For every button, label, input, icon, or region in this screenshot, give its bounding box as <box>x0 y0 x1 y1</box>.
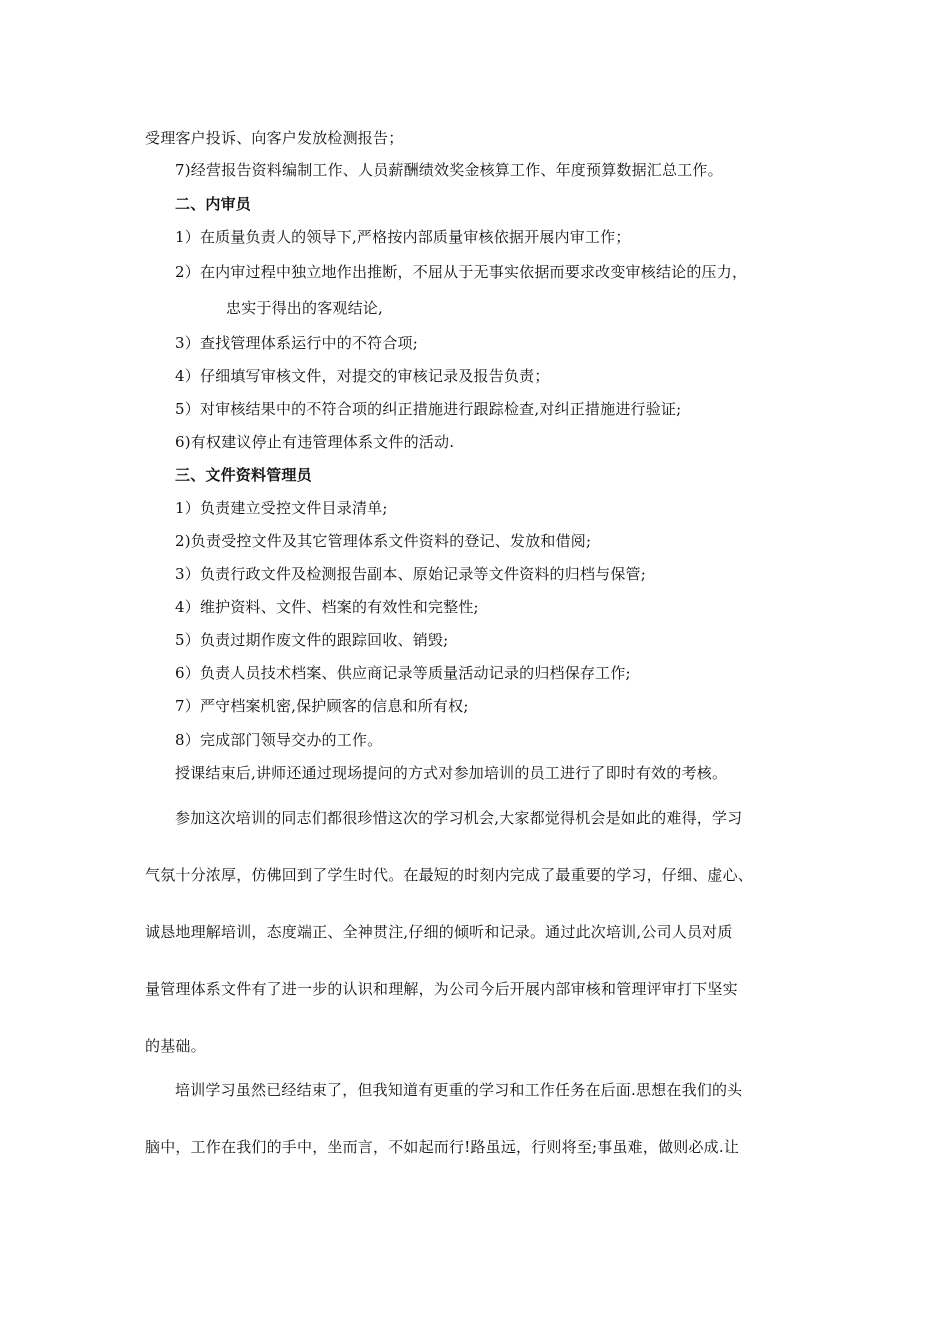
section-heading: 二、内审员 <box>175 195 252 213</box>
text-line: 的基础。 <box>145 1037 206 1055</box>
text-line: 5）负责过期作废文件的跟踪回收、销毁; <box>175 631 449 649</box>
text-line: 2）在内审过程中独立地作出推断，不屈从于无事实依据而要求改变审核结论的压力， <box>175 263 748 281</box>
text-line: 3）负责行政文件及检测报告副本、原始记录等文件资料的归档与保管; <box>175 565 647 583</box>
text-line: 受理客户投诉、向客户发放检测报告； <box>145 129 404 147</box>
text-line: 授课结束后,讲师还通过现场提问的方式对参加培训的员工进行了即时有效的考核。 <box>175 764 728 782</box>
text-line: 4）仔细填写审核文件，对提交的审核记录及报告负责； <box>175 367 550 385</box>
text-line: 2)负责受控文件及其它管理体系文件资料的登记、发放和借阅; <box>175 532 592 550</box>
text-line: 3）查找管理体系运行中的不符合项; <box>175 334 418 352</box>
text-line: 量管理体系文件有了进一步的认识和理解，为公司今后开展内部审核和管理评审打下坚实 <box>145 980 738 998</box>
text-line: 7)经营报告资料编制工作、人员薪酬绩效奖金核算工作、年度预算数据汇总工作。 <box>175 161 723 179</box>
text-line: 培训学习虽然已经结束了，但我知道有更重的学习和工作任务在后面.思想在我们的头 <box>175 1081 743 1099</box>
text-line: 6)有权建议停止有违管理体系文件的活动. <box>175 433 455 451</box>
text-line: 参加这次培训的同志们都很珍惜这次的学习机会,大家都觉得机会是如此的难得，学习 <box>175 809 743 827</box>
text-line: 1）负责建立受控文件目录清单; <box>175 499 388 517</box>
text-line: 8）完成部门领导交办的工作。 <box>175 731 383 749</box>
text-line: 4）维护资料、文件、档案的有效性和完整性; <box>175 598 479 616</box>
section-heading: 三、文件资料管理员 <box>175 466 312 484</box>
text-line: 1）在质量负责人的领导下,严格按内部质量审核依据开展内审工作； <box>175 228 631 246</box>
text-line: 7）严守档案机密,保护顾客的信息和所有权; <box>175 697 469 715</box>
text-line: 诚恳地理解培训，态度端正、全神贯注,仔细的倾听和记录。通过此次培训,公司人员对质 <box>145 923 733 941</box>
text-line: 5）对审核结果中的不符合项的纠正措施进行跟踪检查,对纠正措施进行验证; <box>175 400 682 418</box>
text-line: 气氛十分浓厚，仿佛回到了学生时代。在最短的时刻内完成了最重要的学习，仔细、虚心、 <box>145 866 754 884</box>
text-line: 脑中，工作在我们的手中，坐而言，不如起而行!路虽远，行则将至;事虽难，做则必成.让 <box>145 1138 740 1156</box>
text-line: 6）负责人员技术档案、供应商记录等质量活动记录的归档保存工作; <box>175 664 631 682</box>
text-line: 忠实于得出的客观结论, <box>226 299 383 317</box>
